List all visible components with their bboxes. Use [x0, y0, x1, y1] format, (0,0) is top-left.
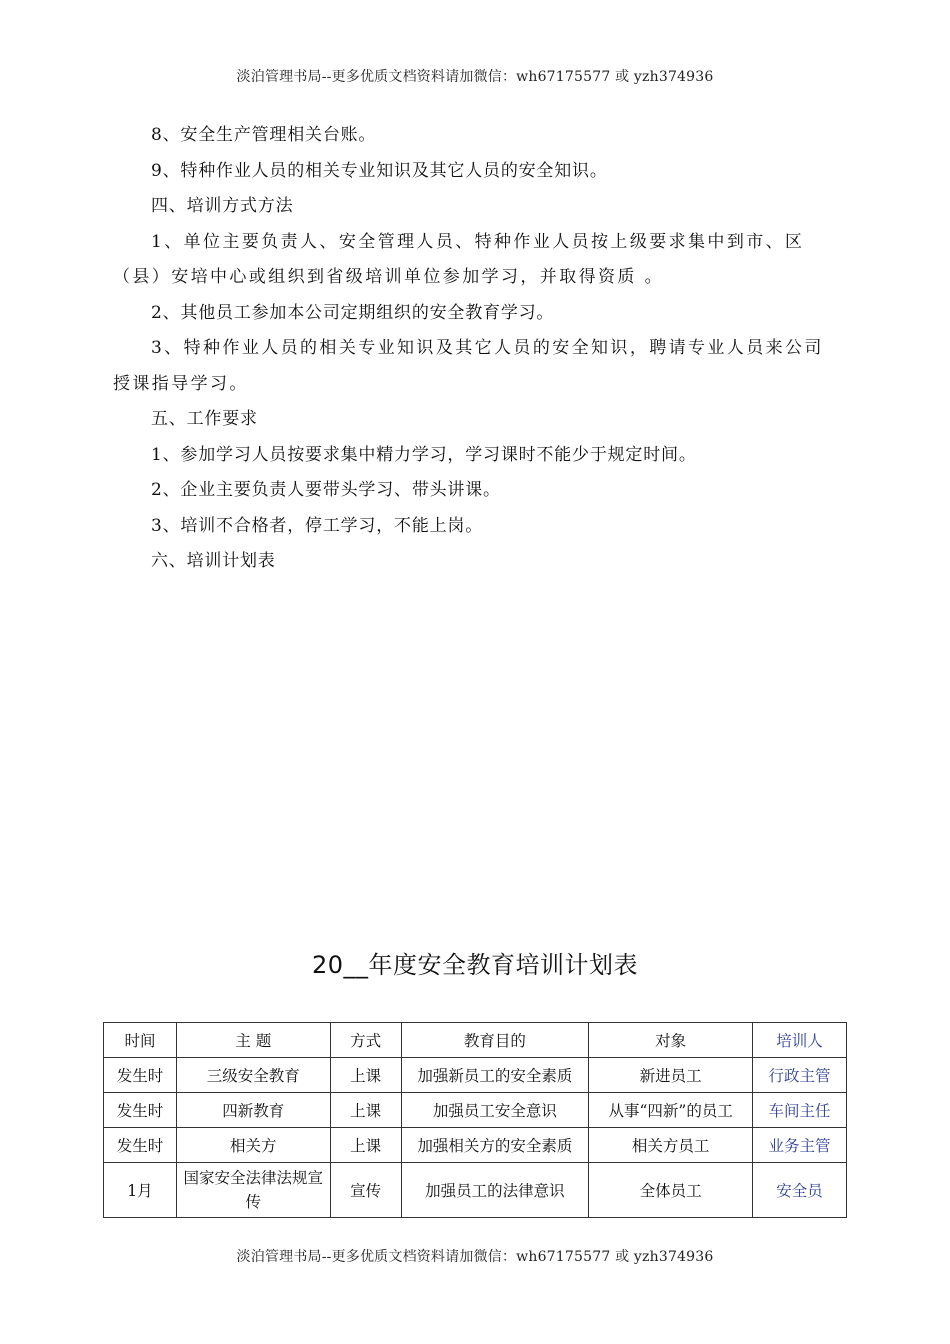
table-row: [104, 1058, 847, 1093]
page-header: 淡泊管理书局--更多优质文档资料请加微信：wh67175577 或 yzh374936: [236, 69, 714, 85]
section-heading: 五、工作要求: [151, 409, 258, 429]
cell-time: 1月: [104, 1163, 177, 1218]
cell-trainer: 车间主任: [753, 1093, 847, 1128]
cell-topic: 三级安全教育: [176, 1058, 330, 1093]
cell-purpose: 加强相关方的安全素质: [401, 1128, 589, 1163]
paragraph: 1、参加学习人员按要求集中精力学习，学习课时不能少于规定时间。: [151, 444, 697, 465]
cell-purpose: 加强员工的法律意识: [401, 1163, 589, 1218]
paragraph: 3、特种作业人员的相关专业知识及其它人员的安全知识，聘请专业人员来公司授课指导学习。: [113, 338, 824, 394]
cell-method: 上课: [330, 1058, 401, 1093]
header-trainer: 培训人: [753, 1023, 847, 1058]
cell-topic: 国家安全法律法规宣传: [176, 1163, 330, 1218]
paragraph: 8、安全生产管理相关台账。: [151, 125, 377, 145]
cell-time: 发生时: [104, 1058, 177, 1093]
training-plan-table: [103, 1022, 847, 1218]
header-method: 方式: [330, 1023, 401, 1058]
cell-audience: 新进员工: [589, 1058, 753, 1093]
section-heading: 四、培训方式方法: [151, 196, 294, 216]
cell-method: 上课: [330, 1093, 401, 1128]
cell-trainer: 业务主管: [753, 1128, 847, 1163]
document-body: [113, 118, 843, 580]
header-audience: 对象: [589, 1023, 753, 1058]
cell-topic: 相关方: [176, 1128, 330, 1163]
cell-purpose: 加强新员工的安全素质: [401, 1058, 589, 1093]
paragraph: 9、特种作业人员的相关专业知识及其它人员的安全知识。: [151, 160, 608, 181]
section-heading: 六、培训计划表: [151, 551, 276, 571]
paragraph: 2、企业主要负责人要带头学习、带头讲课。: [151, 480, 501, 500]
paragraph: 1、单位主要负责人、安全管理人员、特种作业人员按上级要求集中到市、区（县）安培中心或组织到省级培训单位参加学习，并取得资质 。: [113, 231, 805, 287]
cell-topic: 四新教育: [176, 1093, 330, 1128]
cell-method: 宣传: [330, 1163, 401, 1218]
header-topic: 主 题: [176, 1023, 330, 1058]
page-footer: 淡泊管理书局--更多优质文档资料请加微信：wh67175577 或 yzh374936: [236, 1249, 714, 1265]
header-purpose: 教育目的: [401, 1023, 589, 1058]
cell-audience: 相关方员工: [589, 1128, 753, 1163]
cell-trainer: 安全员: [753, 1163, 847, 1218]
cell-trainer: 行政主管: [753, 1058, 847, 1093]
cell-time: 发生时: [104, 1128, 177, 1163]
cell-method: 上课: [330, 1128, 401, 1163]
header-time: 时间: [104, 1023, 177, 1058]
table-title: 20__年度安全教育培训计划表: [311, 951, 639, 979]
paragraph: 2、其他员工参加本公司定期组织的安全教育学习。: [151, 302, 555, 323]
cell-time: 发生时: [104, 1093, 177, 1128]
table-row: [104, 1093, 847, 1128]
cell-audience: 全体员工: [589, 1163, 753, 1218]
cell-purpose: 加强员工安全意识: [401, 1093, 589, 1128]
cell-audience: 从事“四新”的员工: [589, 1093, 753, 1128]
table-row: [104, 1128, 847, 1163]
table-header-row: [104, 1023, 847, 1058]
table-row: [104, 1163, 847, 1218]
paragraph: 3、培训不合格者，停工学习，不能上岗。: [151, 515, 484, 536]
